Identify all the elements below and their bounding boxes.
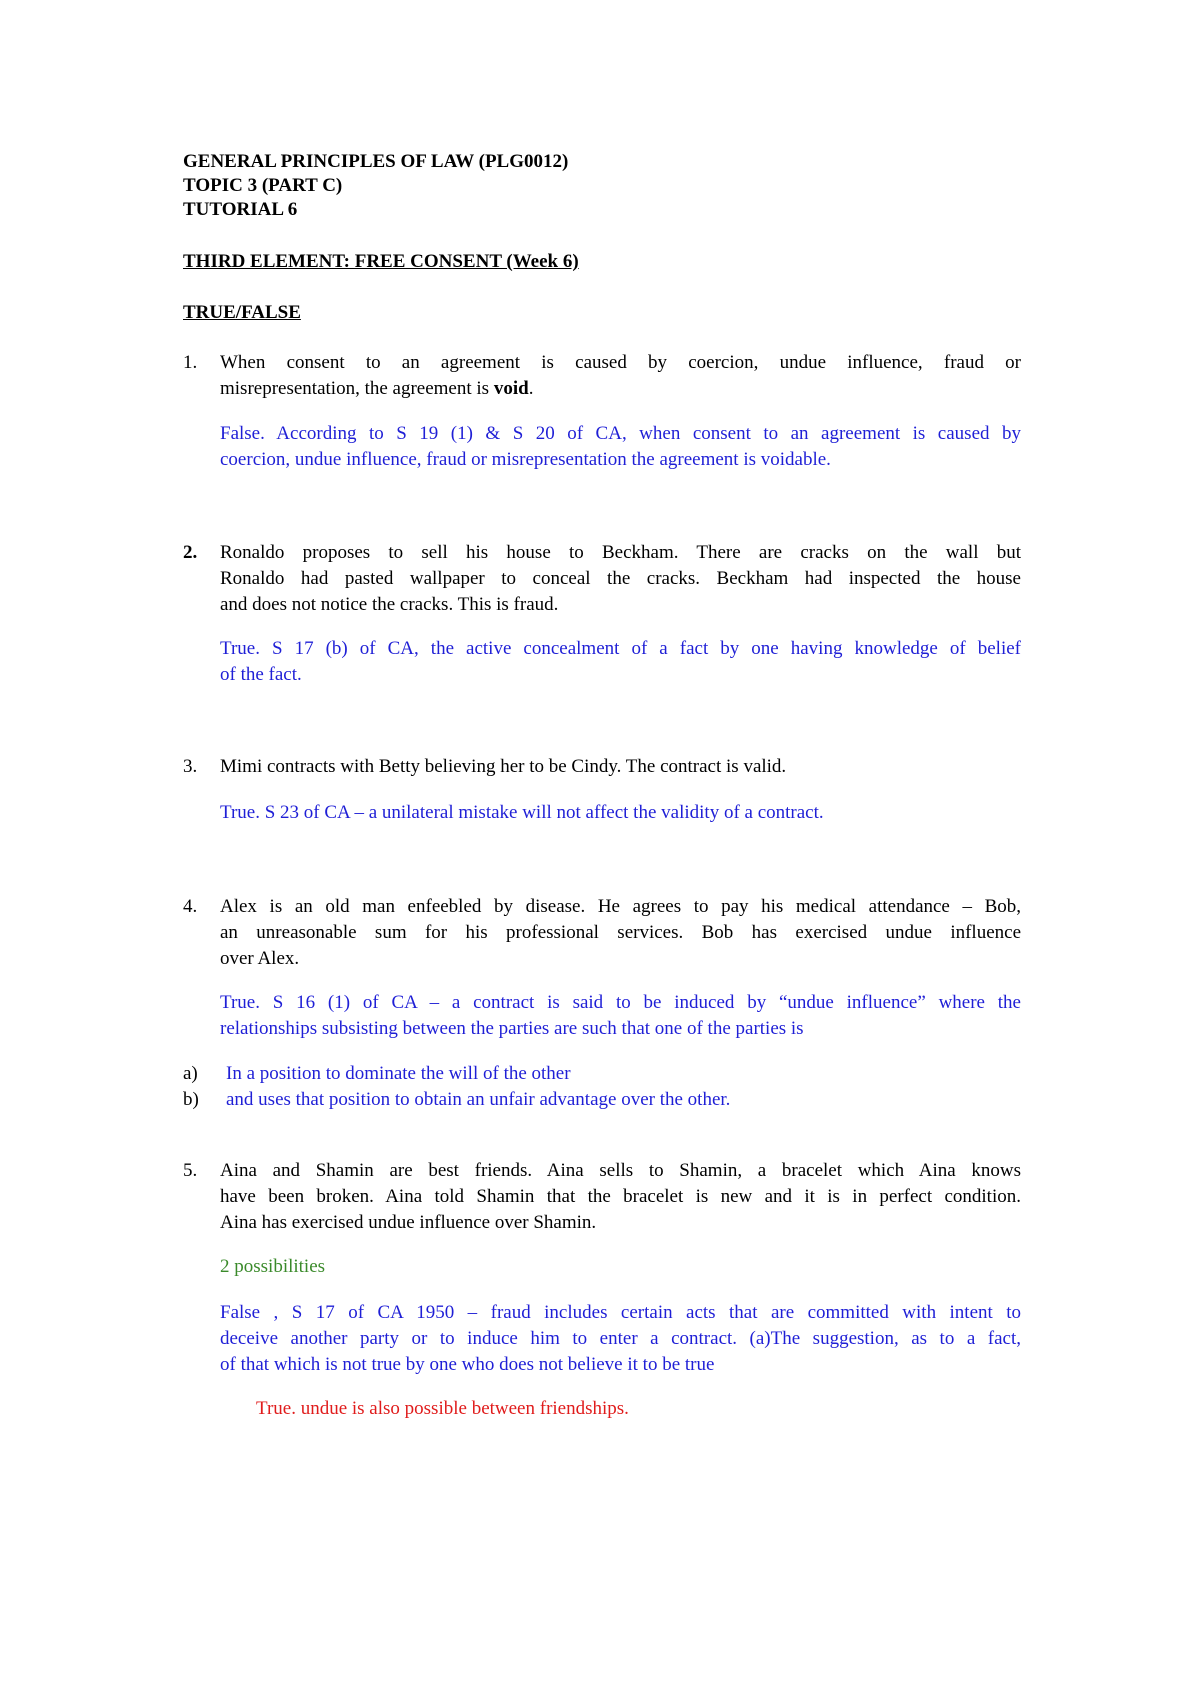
answer-5-line-2: deceive another party or to induce him to enter a contract. (a)The suggestion, as to a fact,: [220, 1328, 1021, 1349]
question-1-text: [220, 350, 1021, 402]
question-2-line-3: and does not notice the cracks. This is fraud.: [220, 594, 559, 615]
answer-2-line-2: of the fact.: [220, 664, 302, 685]
question-5-line-2: have been broken. Aina told Shamin that the bracelet is new and it is in perfect condition.: [220, 1186, 1021, 1207]
answer-4-line-1: True. S 16 (1) of CA – a contract is said to be induced by “undue influence” where the: [220, 992, 1021, 1013]
subsection-title: TRUE/FALSE: [183, 302, 301, 323]
question-1-number: 1.: [183, 352, 198, 373]
question-5-answer: [220, 1300, 1021, 1378]
question-4-text: [220, 894, 1021, 972]
tutorial-title: TUTORIAL 6: [183, 199, 298, 220]
question-1-line-1: When consent to an agreement is caused by coercion, undue influence, fraud or: [220, 352, 1021, 373]
question-5-number: 5.: [183, 1160, 198, 1181]
question-5-text: [220, 1158, 1021, 1236]
sub-item-b-label: b): [183, 1089, 199, 1110]
question-2-number: 2.: [183, 542, 198, 563]
question-1-bold-word: void: [493, 378, 529, 399]
sub-item-a-text: In a position to dominate the will of the other: [226, 1063, 571, 1084]
question-4-answer: [220, 990, 1021, 1042]
answer-5-line-3: of that which is not true by one who does not believe it to be true: [220, 1354, 715, 1375]
question-1-line-2-end: .: [528, 378, 534, 399]
question-3-text: Mimi contracts with Betty believing her to be Cindy. The contract is valid.: [220, 756, 787, 777]
question-5-note: 2 possibilities: [220, 1256, 326, 1277]
answer-2-line-1: True. S 17 (b) of CA, the active concealment of a fact by one having knowledge of belief: [220, 638, 1021, 659]
question-3-answer: True. S 23 of CA – a unilateral mistake will not affect the validity of a contract.: [220, 802, 824, 823]
question-5-alt-answer: True. undue is also possible between friendships.: [256, 1398, 629, 1419]
topic-title: TOPIC 3 (PART C): [183, 175, 343, 196]
answer-5-line-1: False , S 17 of CA 1950 – fraud includes certain acts that are committed with intent to: [220, 1302, 1021, 1323]
course-title: GENERAL PRINCIPLES OF LAW (PLG0012): [183, 151, 569, 172]
question-2-line-1: Ronaldo proposes to sell his house to Beckham. There are cracks on the wall but: [220, 542, 1021, 563]
question-3-number: 3.: [183, 756, 198, 777]
question-1-answer: [220, 421, 1021, 473]
question-1-line-2: [220, 376, 1021, 402]
question-5-line-3: Aina has exercised undue influence over Shamin.: [220, 1212, 597, 1233]
question-1-line-2-text: misrepresentation, the agreement is: [220, 378, 494, 399]
section-title: THIRD ELEMENT: FREE CONSENT (Week 6): [183, 251, 579, 272]
answer-1-line-1: False. According to S 19 (1) & S 20 of CA, when consent to an agreement is caused by: [220, 423, 1021, 444]
question-4-line-1: Alex is an old man enfeebled by disease. He agrees to pay his medical attendance – Bob,: [220, 896, 1021, 917]
question-2-answer: [220, 636, 1021, 688]
answer-1-line-2: coercion, undue influence, fraud or misrepresentation the agreement is voidable.: [220, 449, 831, 470]
question-4-line-2: an unreasonable sum for his professional services. Bob has exercised undue influence: [220, 922, 1021, 943]
answer-4-line-2: relationships subsisting between the parties are such that one of the parties is: [220, 1018, 804, 1039]
question-5-line-1: Aina and Shamin are best friends. Aina sells to Shamin, a bracelet which Aina knows: [220, 1160, 1021, 1181]
question-2-line-2: Ronaldo had pasted wallpaper to conceal the cracks. Beckham had inspected the house: [220, 568, 1021, 589]
question-4-number: 4.: [183, 896, 198, 917]
question-4-line-3: over Alex.: [220, 948, 300, 969]
sub-item-a-label: a): [183, 1063, 198, 1084]
question-2-text: [220, 540, 1021, 618]
sub-item-b-text: and uses that position to obtain an unfair advantage over the other.: [226, 1089, 731, 1110]
